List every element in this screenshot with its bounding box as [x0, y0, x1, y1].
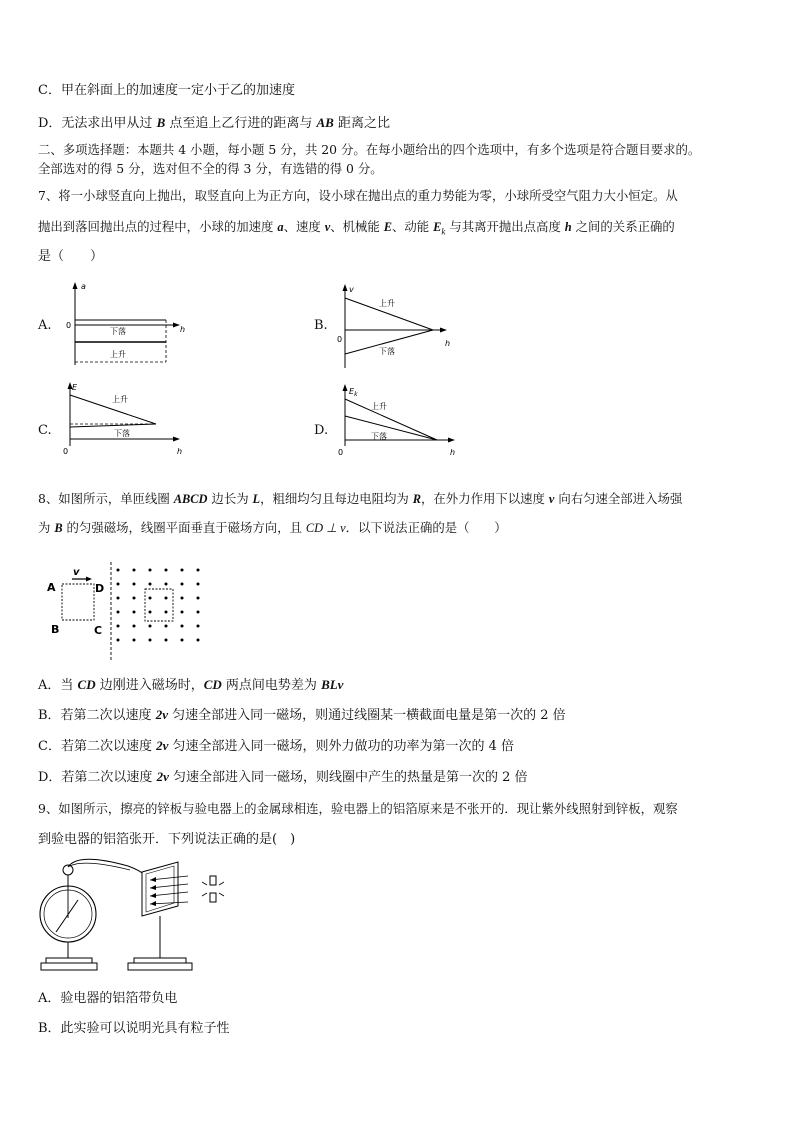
down-label: 下落	[114, 429, 130, 438]
field-dot	[133, 611, 136, 614]
y-label: E	[72, 383, 78, 392]
down-label: 下落	[110, 327, 126, 336]
wire	[68, 859, 151, 893]
field-dots	[117, 569, 200, 642]
q6-option-d: D．无法求出甲从过 B 点至追上乙行进的距离与 AB 距离之比	[38, 115, 390, 131]
field-dot	[197, 611, 200, 614]
coil-in-field	[145, 589, 173, 621]
q7-stem-3: 是（ ）	[38, 249, 104, 264]
stand-foot	[41, 963, 97, 970]
label-v: v	[73, 567, 80, 578]
stand-base	[46, 958, 92, 963]
origin-label: 0	[66, 321, 72, 330]
lamp-spark-3	[219, 882, 224, 885]
q8-option-c: C．若第二次以速度 2v 匀速全部进入同一磁场，则外力做功的功率为第一次的 4 倍	[38, 738, 515, 754]
graph-d	[333, 382, 463, 462]
electroscope-figure	[38, 858, 238, 976]
lamp-spark-2	[202, 893, 207, 896]
section-heading: 二、多项选择题：本题共 4 小题，每小题 5 分，共 20 分。在每小题给出的四个选项中，有多个选项是符合题目要求的。	[38, 142, 701, 157]
x-axis-arrow	[440, 328, 447, 333]
y-axis-arrow	[343, 384, 348, 391]
graph-b	[333, 282, 463, 372]
q7-stem-1: 7、将一小球竖直向上抛出，取竖直向上为正方向，设小球在抛出点的重力势能为零，小球所受空气阻力大小恒定。从	[38, 188, 678, 203]
down-line	[70, 424, 156, 427]
up-label: 上升	[371, 402, 387, 411]
label-d: D	[95, 582, 105, 595]
x-label: h	[177, 447, 183, 456]
field-dot	[181, 583, 184, 586]
q7-option-d-label: D.	[314, 423, 329, 438]
field-dot	[133, 625, 136, 628]
velocity-arrowhead	[86, 577, 92, 582]
field-dot	[181, 569, 184, 572]
field-dot	[197, 597, 200, 600]
field-dot	[117, 611, 120, 614]
field-dot	[197, 569, 200, 572]
plate-stand-base	[134, 958, 186, 963]
y-axis-arrow	[73, 282, 78, 289]
uv-lamp-top	[210, 876, 216, 885]
field-dot	[197, 639, 200, 642]
q9-stem-2: 到验电器的铝箔张开．下列说法正确的是( )	[38, 832, 296, 847]
up-label: 上升	[112, 395, 128, 404]
field-dot	[149, 569, 152, 572]
graph-a	[60, 280, 200, 370]
field-dot	[133, 639, 136, 642]
q7-option-c-label: C.	[38, 423, 52, 438]
field-dot	[149, 639, 152, 642]
down-label: 下落	[379, 347, 395, 356]
q7-option-a-label: A.	[38, 318, 52, 333]
field-dot	[165, 611, 168, 614]
field-dot	[117, 597, 120, 600]
x-label: h	[450, 448, 456, 457]
origin-label: 0	[338, 448, 344, 457]
q8-stem-2: 为 B 的匀强磁场，线圈平面垂直于磁场方向，且 CD ⊥ v．以下说法正确的是（ ）	[38, 520, 507, 535]
q8-stem-1: 8、如图所示，单匝线圈 ABCD 边长为 L，粗细均匀且每边电阻均为 R，在外力作用下以速度 v 向右匀速全部进入场强	[38, 491, 683, 506]
foil	[56, 900, 78, 932]
up-label: 上升	[379, 299, 395, 308]
q9-option-a: A．验电器的铝箔带负电	[38, 991, 178, 1006]
label-b: B	[51, 623, 60, 636]
plate-stand-foot	[128, 963, 192, 970]
down-label: 下落	[371, 432, 387, 441]
field-dot	[117, 583, 120, 586]
field-dot	[165, 639, 168, 642]
coil-field-figure	[44, 562, 204, 664]
q7-stem-2: 抛出到落回抛出点的过程中，小球的加速度 a、速度 v、机械能 E、动能 $E_k$ 与其离开抛出点高度 h 之间的关系正确的	[38, 219, 675, 237]
field-dot	[133, 583, 136, 586]
q6-option-c: C．甲在斜面上的加速度一定小于乙的加速度	[38, 83, 295, 98]
field-dot	[181, 597, 184, 600]
q9-option-b: B．此实验可以说明光具有粒子性	[38, 1021, 230, 1036]
x-axis-arrow	[448, 438, 455, 443]
q8-option-a: A．当 CD 边刚进入磁场时，CD 两点间电势差为 BLv	[38, 677, 344, 693]
field-dot	[165, 597, 168, 600]
q7-option-b-label: B.	[314, 318, 328, 333]
y-axis-arrow	[343, 284, 348, 291]
field-dot	[133, 569, 136, 572]
field-dot	[181, 625, 184, 628]
field-dot	[165, 625, 168, 628]
x-axis-arrow	[173, 323, 180, 328]
label-c: C	[94, 624, 103, 637]
x-label: h	[180, 325, 186, 334]
field-dot	[165, 569, 168, 572]
origin-label: 0	[63, 447, 69, 456]
q8-option-d: D．若第二次以速度 2v 匀速全部进入同一磁场，则线圈中产生的热量是第一次的 2 倍	[38, 769, 528, 785]
lamp-spark-4	[219, 893, 224, 896]
x-axis-arrow	[173, 437, 180, 442]
uv-lamp-bottom	[210, 893, 216, 902]
y-label: a	[81, 282, 86, 291]
y-label: v	[349, 285, 354, 294]
x-label: h	[445, 339, 451, 348]
field-dot	[117, 639, 120, 642]
coil	[62, 584, 94, 620]
field-dot	[165, 583, 168, 586]
graph-c	[58, 380, 198, 460]
field-dot	[197, 625, 200, 628]
up-label: 上升	[110, 350, 126, 359]
field-dot	[149, 611, 152, 614]
field-dot	[181, 639, 184, 642]
y-label: $E_k$	[349, 387, 358, 398]
origin-label: 0	[337, 335, 343, 344]
field-dot	[149, 583, 152, 586]
field-dot	[149, 625, 152, 628]
q9-stem-1: 9、如图所示，擦亮的锌板与验电器上的金属球相连，验电器上的铝箔原来是不张开的．现让紫外线照射到锌板，观察	[38, 801, 678, 816]
q8-option-b: B．若第二次以速度 2v 匀速全部进入同一磁场，则通过线圈某一横截面电量是第一次的 2 倍	[38, 707, 566, 723]
field-dot	[181, 611, 184, 614]
field-dot	[117, 625, 120, 628]
lamp-spark-1	[202, 882, 207, 885]
field-dot	[149, 597, 152, 600]
field-dot	[117, 569, 120, 572]
field-dot	[197, 583, 200, 586]
field-dot	[133, 597, 136, 600]
label-a: A	[47, 581, 56, 594]
section-heading-cont: 全部选对的得 5 分，选对但不全的得 3 分，有选错的得 0 分。	[38, 161, 383, 176]
